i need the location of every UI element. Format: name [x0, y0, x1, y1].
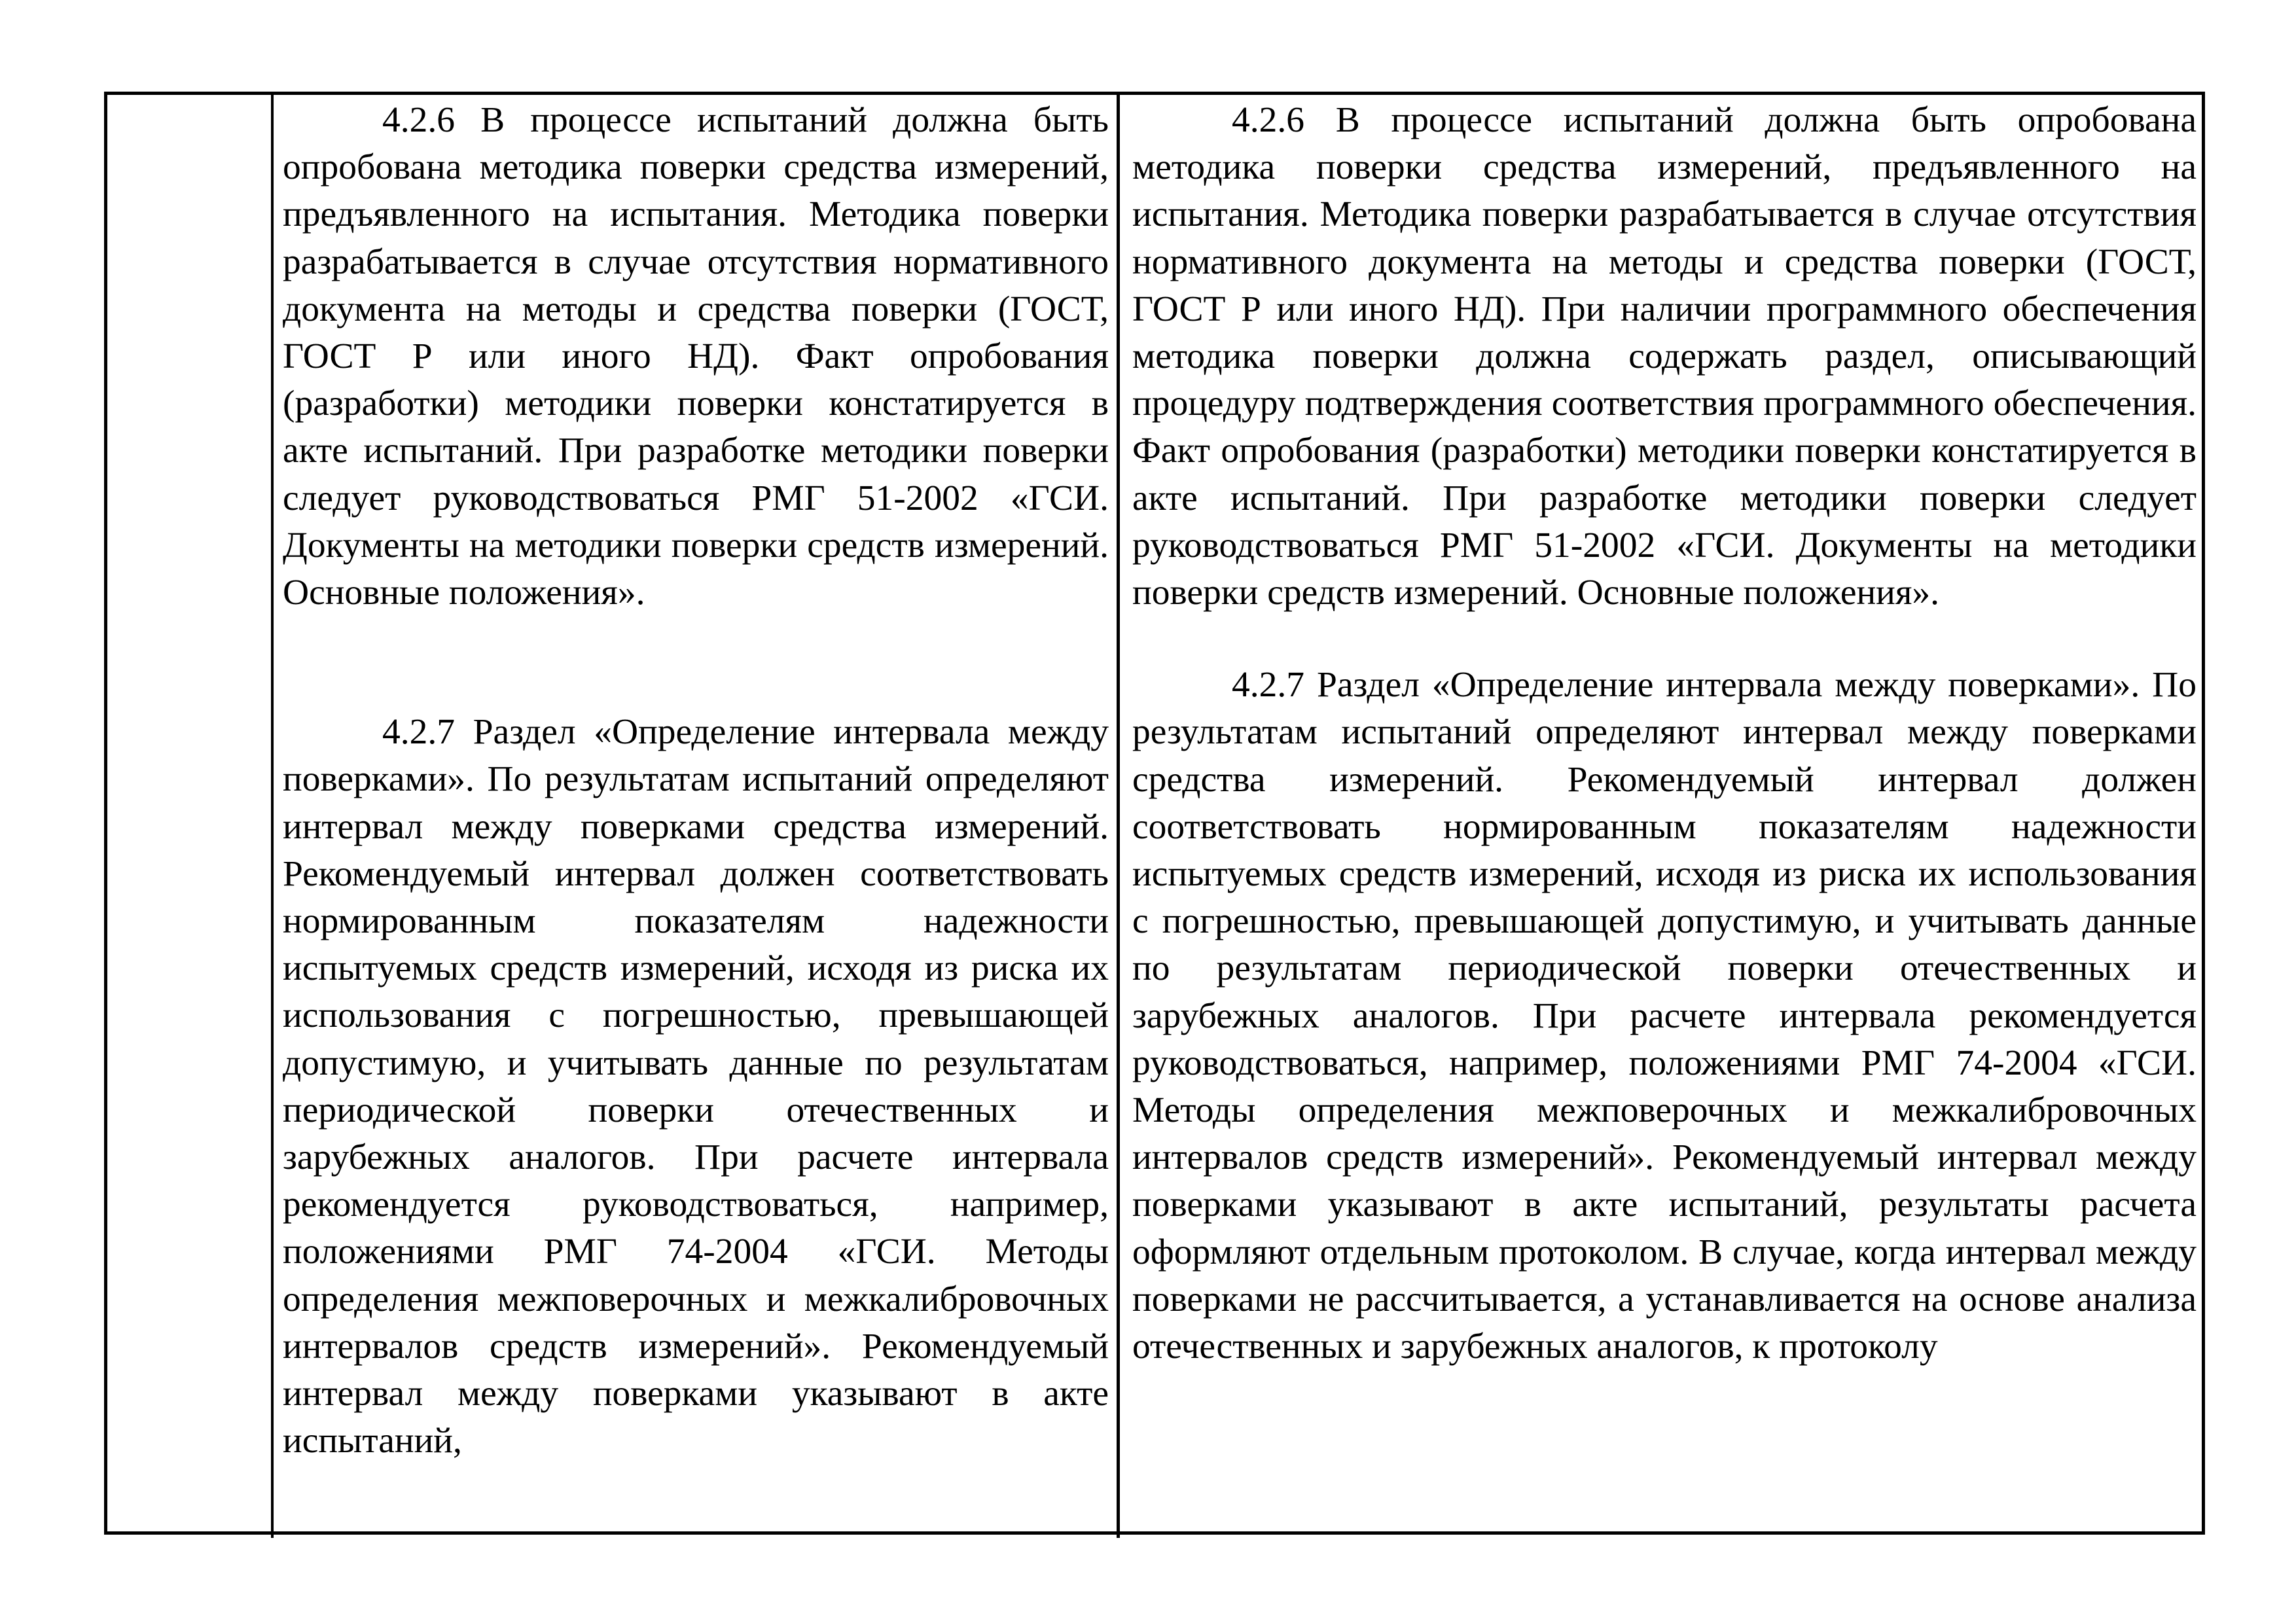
table-column-divider-1	[271, 92, 274, 1538]
clause-4-2-7-new: 4.2.7 Раздел «Определение интервала между поверками». По результатам испытаний определяют интервал между поверками средства измерений. Рекомендуемый интервал должен соответствовать нормированным показателям надежности испытуемых средств измерений, исходя из риска их использования с погрешностью, превышающей допустимую, и учитывать данные по результатам периодической поверки отечественных и зарубежных аналогов. При расчете интервала рекомендуется руководствоваться, например, положениями РМГ 74-2004 «ГСИ. Методы определения межповерочных и межкалибровочных интервалов средств измерений». Рекомендуемый интервал между поверками указывают в акте испытаний, результаты расчета оформляют отдельным протоколом. В случае, когда интервал между поверками не рассчитывается, а устанавливается на основе анализа отечественных и зарубежных аналогов, к протоколу	[1132, 665, 2197, 1367]
table-column-divider-2	[1117, 92, 1120, 1538]
clause-4-2-7-old: 4.2.7 Раздел «Определение интервала между поверками». По результатам испытаний определяют интервал между поверками средства измерений. Рекомендуемый интервал должен соответствовать нормированным показателям надежности испытуемых средств измерений, исходя из риска их использования с погрешностью, превышающей допустимую, и учитывать данные по результатам периодической поверки отечественных и зарубежных аналогов. При расчете интервала рекомендуется руководствоваться, например, положениями РМГ 74-2004 «ГСИ. Методы определения межповерочных и межкалибровочных интервалов средств измерений». Рекомендуемый интервал между поверками указывают в акте испытаний,	[283, 712, 1109, 1461]
old-text-column	[283, 97, 1109, 1465]
new-text-column	[1132, 97, 2197, 1370]
clause-4-2-6-old: 4.2.6 В процессе испытаний должна быть опробована методика поверки средства измерений, предъявленного на испытания. Методика поверки разрабатывается в случае отсутствия нормативного документа на методы и средства поверки (ГОСТ, ГОСТ Р или иного НД). Факт опробования (разработки) методики поверки констатируется в акте испытаний. При разработке методики поверки следует руководствоваться РМГ 51-2002 «ГСИ. Документы на методики поверки средств измерений. Основные положения».	[283, 100, 1109, 613]
clause-4-2-6-new: 4.2.6 В процессе испытаний должна быть опробована методика поверки средства измерений, предъявленного на испытания. Методика поверки разрабатывается в случае отсутствия нормативного документа на методы и средства поверки (ГОСТ, ГОСТ Р или иного НД). При наличии программного обеспечения методика поверки должна содержать раздел, описывающий процедуру подтверждения соответствия программного обеспечения. Факт опробования (разработки) методики поверки констатируется в акте испытаний. При разработке методики поверки следует руководствоваться РМГ 51-2002 «ГСИ. Документы на методики поверки средств измерений. Основные положения».	[1132, 100, 2197, 613]
